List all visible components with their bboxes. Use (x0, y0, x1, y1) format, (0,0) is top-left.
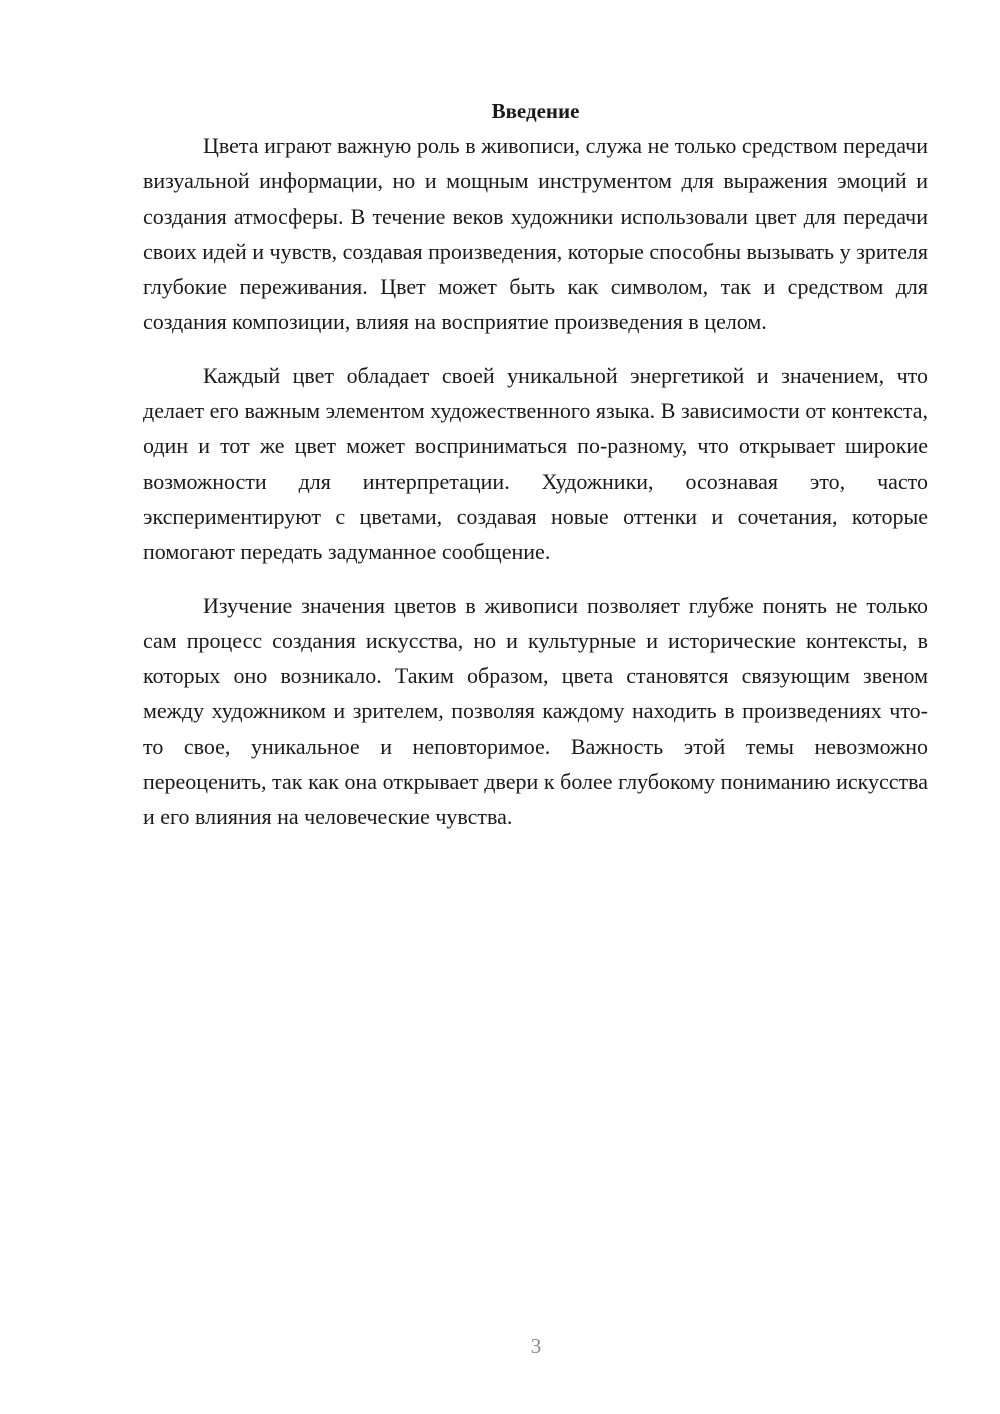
paragraph-3: Изучение значения цветов в живописи позволяет глубже понять не только сам процесс создания искусства, но и культурные и исторические контексты, в которых оно возникало. Таким образом, цвета становятся связующим звеном между художником и зрителем, позволяя каждому находить в произведениях что-то свое, уникальное и неповторимое. Важность этой темы невозможно переоценить, так как она открывает двери к более глубокому пониманию искусства и его влияния на человеческие чувства. (143, 592, 928, 830)
paragraph-1: Цвета играют важную роль в живописи, служа не только средством передачи визуальной информации, но и мощным инструментом для выражения эмоций и создания атмосферы. В течение веков художники использовали цвет для передачи своих идей и чувств, создавая произведения, которые способны вызывать у зрителя глубокие переживания. Цвет может быть как символом, так и средством для создания композиции, влияя на восприятие произведения в целом. (143, 133, 929, 335)
section-heading: Введение (491, 99, 580, 123)
page-content (143, 96, 928, 835)
page-number: 3 (530, 1334, 542, 1358)
paragraph-2: Каждый цвет обладает своей уникальной энергетикой и значением, что делает его важным элементом художественного языка. В зависимости от контекста, один и тот же цвет может восприниматься по-разному, что открывает широкие возможности для интерпретации. Художники, осознавая это, часто экспериментируют с цветами, создавая новые оттенки и сочетания, которые помогают передать задуманное сообщение. (143, 362, 928, 565)
